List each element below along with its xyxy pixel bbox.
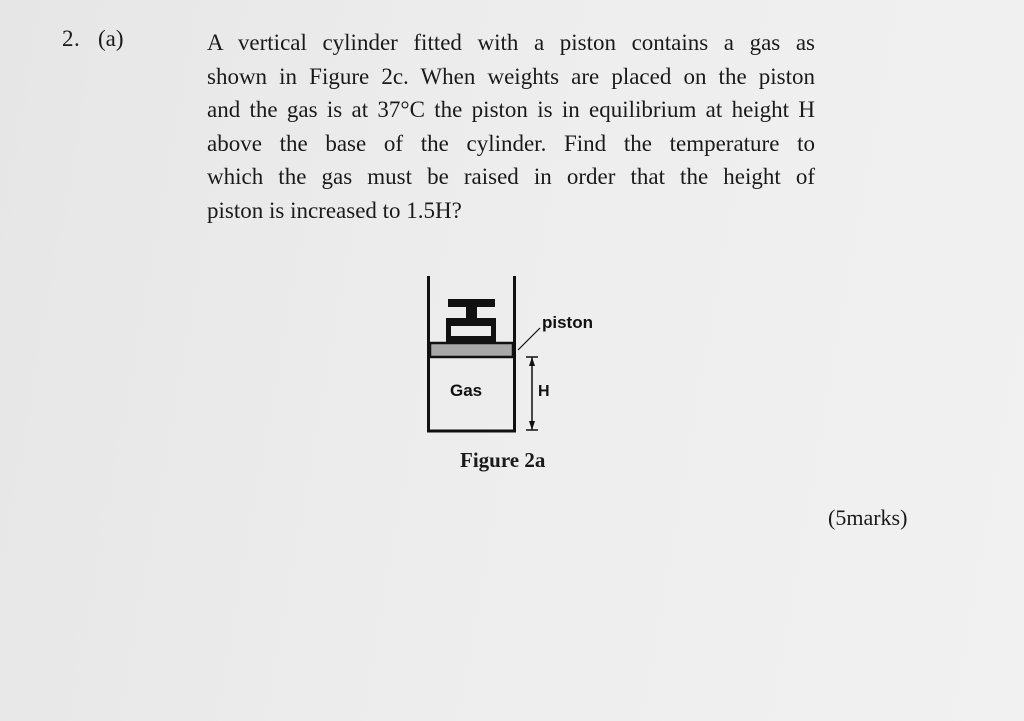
height-dimension <box>526 357 538 430</box>
question-line: piston is increased to 1.5H? <box>207 197 462 223</box>
question-number: 2. <box>62 26 81 51</box>
gas-label: Gas <box>450 381 483 400</box>
question-line: above the base of the cylinder. Find the temperature to <box>207 130 815 156</box>
weight <box>446 299 496 342</box>
question-part: (a) <box>98 26 124 51</box>
question-line: shown in Figure 2c. When weights are placed on the piston <box>207 63 815 89</box>
piston-pointer-line <box>518 328 540 350</box>
question-text <box>207 26 815 227</box>
figure-caption: Figure 2a <box>460 448 546 472</box>
cylinder-diagram <box>420 270 620 440</box>
question-line: and the gas is at 37°C the piston is in equilibrium at height H <box>207 97 815 122</box>
question-line: which the gas must be raised in order that the height of <box>207 164 815 189</box>
marks-allocation: (5marks) <box>828 505 908 530</box>
question-line: A vertical cylinder fitted with a piston contains a gas as <box>207 30 815 55</box>
piston-label: piston <box>542 313 593 332</box>
height-label: H <box>538 383 550 400</box>
piston <box>430 343 513 357</box>
